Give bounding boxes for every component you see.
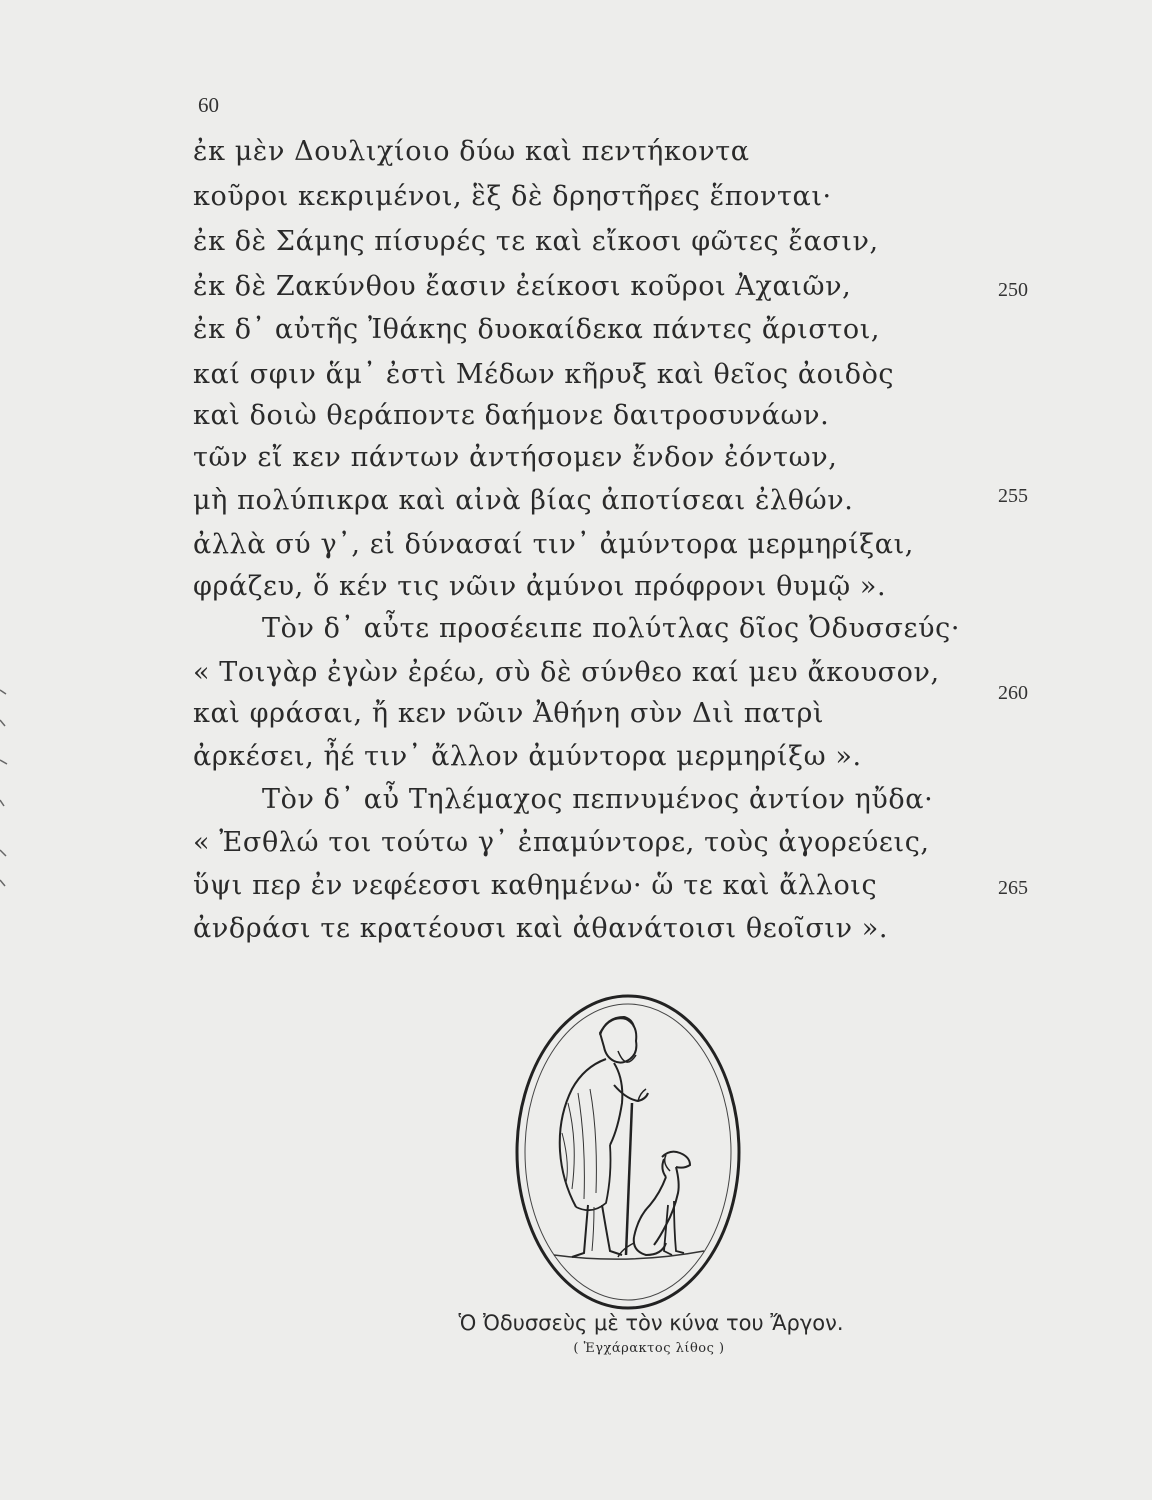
- verse-line: Τὸν δ᾽ αὖτε προσέειπε πολύτλας δῖος Ὀδυσσεύς·: [262, 613, 961, 644]
- verse-line: ἐκ δὲ Σάμης πίσυρές τε καὶ εἴκοσι φῶτες ἔασιν,: [193, 226, 879, 257]
- verse-line: καὶ φράσαι, ἤ κεν νῶιν Ἀθήνη σὺν Διὶ πατρὶ: [193, 698, 825, 729]
- verse-line: μὴ πολύπικρα καὶ αἰνὰ βίας ἀποτίσεαι ἐλθών.: [193, 485, 854, 516]
- line-number: 255: [998, 485, 1028, 507]
- verse-line: ὕψι περ ἐν νεφέεσσι καθημένω· ὥ τε καὶ ἄλλοις: [193, 870, 878, 901]
- verse-line: Τὸν δ᾽ αὖ Τηλέμαχος πεπνυμένος ἀντίον ηὔδα·: [262, 784, 934, 815]
- line-number: 265: [998, 877, 1028, 899]
- verse-line: ἐκ μὲν Δουλιχίοιο δύω καὶ πεντήκοντα: [193, 136, 750, 167]
- verse-line: « Ἐσθλώ τοι τούτω γ᾽ ἐπαμύντορε, τοὺς ἀγορεύεις,: [193, 827, 930, 858]
- verse-line: ἀνδράσι τε κρατέουσι καὶ ἀθανάτοισι θεοῖσιν ».: [193, 913, 889, 944]
- figure-caption: Ὁ Ὀδυσσεὺς μὲ τὸν κύνα του Ἄργον.: [458, 1311, 844, 1335]
- verse-line: « Τοιγὰρ ἐγὼν ἐρέω, σὺ δὲ σύνθεο καί μευ ἄκουσον,: [193, 657, 940, 688]
- verse-line: τῶν εἴ κεν πάντων ἀντήσομεν ἔνδον ἐόντων,: [193, 442, 838, 473]
- verse-line: ἀρκέσει, ἦέ τιν᾽ ἄλλον ἀμύντορα μερμηρίξω ».: [193, 741, 862, 772]
- verse-line: ἐκ δὲ Ζακύνθου ἔασιν ἐείκοσι κοῦροι Ἀχαιῶν,: [193, 271, 852, 302]
- line-number: 260: [998, 682, 1028, 704]
- verse-line: ἐκ δ᾽ αὐτῆς Ἰθάκης δυοκαίδεκα πάντες ἄριστοι,: [193, 314, 881, 345]
- verse-line: κοῦροι κεκριμένοι, ἓξ δὲ δρηστῆρες ἕπονται·: [193, 181, 832, 212]
- verse-line: ἀλλὰ σύ γ᾽, εἰ δύνασαί τιν᾽ ἀμύντορα μερμηρίξαι,: [193, 529, 914, 560]
- figure-caption-subtitle: ( Ἐγχάρακτος λίθος ): [573, 1341, 725, 1356]
- engraved-gem-illustration: [514, 993, 742, 1311]
- line-number: 250: [998, 279, 1028, 301]
- binding-edge-marks: [0, 680, 10, 900]
- verse-line: καί σφιν ἅμ᾽ ἐστὶ Μέδων κῆρυξ καὶ θεῖος ἀοιδὸς: [193, 359, 895, 390]
- page-number: 60: [198, 93, 219, 117]
- verse-line: φράζευ, ὅ κέν τις νῶιν ἀμύνοι πρόφρονι θυμῷ ».: [193, 571, 887, 602]
- verse-line: καὶ δοιὼ θεράποντε δαήμονε δαιτροσυνάων.: [193, 400, 830, 431]
